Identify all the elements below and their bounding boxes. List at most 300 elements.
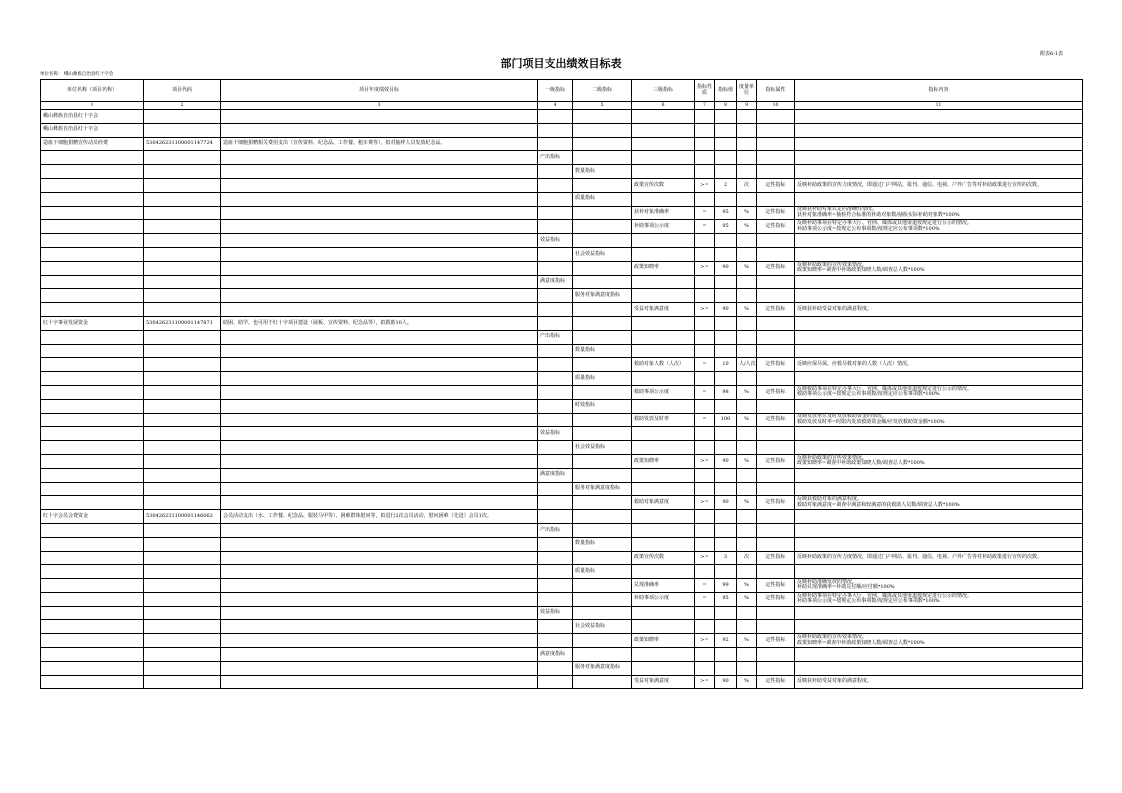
table-cell bbox=[632, 399, 695, 413]
table-row bbox=[41, 316, 1083, 330]
table-cell: 95 bbox=[715, 220, 737, 234]
table-cell: % bbox=[737, 413, 757, 427]
table-cell bbox=[41, 330, 144, 344]
table-cell bbox=[795, 482, 1083, 496]
table-cell: % bbox=[737, 496, 757, 510]
table-cell bbox=[573, 303, 632, 317]
table-cell: 反映应保尽保，应救尽救对象的人数（人次）情况。 bbox=[795, 358, 1083, 372]
table-cell bbox=[632, 372, 695, 386]
table-cell bbox=[221, 151, 538, 165]
table-cell: 满意度指标 bbox=[538, 648, 573, 662]
table-cell bbox=[632, 661, 695, 675]
table-cell bbox=[144, 427, 221, 441]
table-cell bbox=[144, 537, 221, 551]
table-cell bbox=[221, 110, 538, 124]
table-cell bbox=[221, 165, 538, 179]
table-cell bbox=[795, 510, 1083, 524]
table-cell bbox=[737, 372, 757, 386]
table-cell bbox=[41, 523, 144, 537]
table-cell bbox=[221, 192, 538, 206]
table-cell: 90 bbox=[715, 675, 737, 689]
table-cell: 530426231100001146062 bbox=[144, 510, 221, 524]
table-cell bbox=[538, 551, 573, 565]
column-number: 6 bbox=[632, 102, 695, 110]
table-row bbox=[41, 137, 1083, 151]
table-cell bbox=[757, 606, 795, 620]
column-number: 3 bbox=[221, 102, 538, 110]
table-cell bbox=[538, 178, 573, 192]
table-row bbox=[41, 165, 1083, 179]
table-cell bbox=[221, 634, 538, 648]
table-cell bbox=[41, 247, 144, 261]
table-cell bbox=[632, 468, 695, 482]
table-row bbox=[41, 523, 1083, 537]
table-row bbox=[41, 261, 1083, 275]
table-cell bbox=[221, 496, 538, 510]
table-cell: 98 bbox=[715, 385, 737, 399]
table-cell bbox=[144, 178, 221, 192]
table-cell bbox=[144, 165, 221, 179]
table-cell: 社会效益指标 bbox=[573, 620, 632, 634]
table-cell: = bbox=[695, 385, 715, 399]
table-cell bbox=[737, 523, 757, 537]
table-cell: 反映补助事项在特定办事大厅、官网、媒体或其他渠道按规定进行公示的情况。 补助事项公示度=按规定公布事项数/按规定应公布事项数*100% bbox=[795, 220, 1083, 234]
table-cell bbox=[737, 165, 757, 179]
table-cell bbox=[695, 468, 715, 482]
table-cell: 反映获补助受益对象的满意程度。 bbox=[795, 675, 1083, 689]
table-cell bbox=[715, 441, 737, 455]
table-cell bbox=[144, 192, 221, 206]
table-cell: 满意度指标 bbox=[538, 275, 573, 289]
table-cell bbox=[144, 385, 221, 399]
column-number: 7 bbox=[695, 102, 715, 110]
table-cell: = bbox=[695, 220, 715, 234]
table-cell: 3 bbox=[715, 551, 737, 565]
table-cell bbox=[221, 606, 538, 620]
table-cell: 产出指标 bbox=[538, 151, 573, 165]
table-cell bbox=[538, 206, 573, 220]
table-cell bbox=[573, 234, 632, 248]
table-cell bbox=[144, 289, 221, 303]
table-cell bbox=[41, 261, 144, 275]
table-row bbox=[41, 413, 1083, 427]
table-row bbox=[41, 441, 1083, 455]
table-cell bbox=[221, 661, 538, 675]
table-cell bbox=[41, 537, 144, 551]
table-row bbox=[41, 358, 1083, 372]
table-cell bbox=[795, 165, 1083, 179]
table-cell: 反映补助政策的宣传效果情况。 政策知晓率=调查中补助政策知晓人数/调查总人数*100% bbox=[795, 634, 1083, 648]
table-cell: >= bbox=[695, 634, 715, 648]
table-cell: 定性指标 bbox=[757, 675, 795, 689]
table-cell bbox=[538, 192, 573, 206]
table-row bbox=[41, 620, 1083, 634]
table-cell: 定性指标 bbox=[757, 413, 795, 427]
column-header: 二级指标 bbox=[573, 80, 632, 102]
table-cell: 数量指标 bbox=[573, 344, 632, 358]
table-cell bbox=[757, 523, 795, 537]
table-cell bbox=[737, 620, 757, 634]
table-cell bbox=[538, 399, 573, 413]
table-cell bbox=[757, 510, 795, 524]
table-row bbox=[41, 192, 1083, 206]
table-cell: 反映补助政策的宣传效果情况。 政策知晓率=调查中补助政策知晓人数/调查总人数*100% bbox=[795, 261, 1083, 275]
table-cell bbox=[144, 220, 221, 234]
table-cell bbox=[221, 123, 538, 137]
table-cell: 反映救助事项在特定办事大厅、官网、媒体或其他渠道按规定进行公示的情况。 救助事项公示度=按规定公布事项数/按规定应公布事项数*100% bbox=[795, 385, 1083, 399]
table-cell bbox=[144, 661, 221, 675]
table-cell: 反映补助政策的宣传效果情况。 政策知晓率=调查中补助政策知晓人数/调查总人数*100% bbox=[795, 454, 1083, 468]
table-cell bbox=[144, 330, 221, 344]
table-row bbox=[41, 178, 1083, 192]
table-cell: >= bbox=[695, 496, 715, 510]
table-cell: 峨山彝族自治县红十字会 bbox=[41, 110, 144, 124]
table-cell bbox=[144, 399, 221, 413]
table-cell: = bbox=[695, 358, 715, 372]
table-cell bbox=[737, 110, 757, 124]
table-cell bbox=[632, 247, 695, 261]
table-cell bbox=[795, 565, 1083, 579]
table-cell bbox=[737, 606, 757, 620]
table-cell bbox=[221, 178, 538, 192]
table-cell bbox=[221, 303, 538, 317]
table-cell bbox=[715, 427, 737, 441]
table-row bbox=[41, 468, 1083, 482]
table-cell bbox=[144, 675, 221, 689]
table-cell: 效益指标 bbox=[538, 606, 573, 620]
table-cell bbox=[737, 661, 757, 675]
table-cell: 救助事项公示度 bbox=[632, 385, 695, 399]
table-cell bbox=[695, 661, 715, 675]
table-row bbox=[41, 234, 1083, 248]
table-cell bbox=[144, 344, 221, 358]
table-cell bbox=[795, 137, 1083, 151]
table-cell: 政策知晓率 bbox=[632, 454, 695, 468]
table-cell bbox=[632, 648, 695, 662]
table-cell bbox=[144, 523, 221, 537]
table-row bbox=[41, 675, 1083, 689]
table-cell: 红十字事业发展资金 bbox=[41, 316, 144, 330]
table-cell bbox=[632, 110, 695, 124]
table-cell bbox=[573, 137, 632, 151]
table-cell bbox=[632, 482, 695, 496]
table-cell bbox=[757, 399, 795, 413]
table-cell bbox=[715, 289, 737, 303]
table-cell: 时效指标 bbox=[573, 399, 632, 413]
table-cell: 社会效益指标 bbox=[573, 247, 632, 261]
table-cell bbox=[144, 303, 221, 317]
table-cell bbox=[757, 165, 795, 179]
table-cell bbox=[632, 565, 695, 579]
table-cell bbox=[695, 510, 715, 524]
table-cell bbox=[715, 648, 737, 662]
table-cell: 效益指标 bbox=[538, 427, 573, 441]
table-header bbox=[41, 80, 1083, 110]
table-cell bbox=[538, 620, 573, 634]
table-cell bbox=[695, 523, 715, 537]
table-cell bbox=[538, 385, 573, 399]
table-cell: % bbox=[737, 454, 757, 468]
table-cell bbox=[538, 261, 573, 275]
table-cell: 质量指标 bbox=[573, 192, 632, 206]
table-cell bbox=[715, 123, 737, 137]
table-cell bbox=[573, 592, 632, 606]
table-cell bbox=[144, 468, 221, 482]
table-cell bbox=[41, 468, 144, 482]
table-cell bbox=[41, 427, 144, 441]
annex-label: 附表6-1表 bbox=[1040, 51, 1064, 57]
table-cell bbox=[538, 441, 573, 455]
table-cell: 95 bbox=[715, 592, 737, 606]
table-cell bbox=[695, 151, 715, 165]
table-cell bbox=[538, 454, 573, 468]
table-cell: 峨山彝族自治县红十字会 bbox=[41, 123, 144, 137]
table-cell bbox=[632, 510, 695, 524]
table-cell bbox=[221, 441, 538, 455]
table-cell: 定性指标 bbox=[757, 220, 795, 234]
table-cell: 定性指标 bbox=[757, 206, 795, 220]
table-cell: % bbox=[737, 385, 757, 399]
table-cell bbox=[737, 316, 757, 330]
table-row bbox=[41, 482, 1083, 496]
table-cell bbox=[538, 482, 573, 496]
column-number: 2 bbox=[144, 102, 221, 110]
table-cell bbox=[695, 316, 715, 330]
table-cell bbox=[757, 234, 795, 248]
column-header: 指标值 bbox=[715, 80, 737, 102]
table-cell bbox=[757, 289, 795, 303]
table-cell bbox=[221, 399, 538, 413]
table-cell bbox=[144, 496, 221, 510]
table-cell bbox=[144, 261, 221, 275]
table-cell: = bbox=[695, 579, 715, 593]
table-cell bbox=[695, 648, 715, 662]
table-row bbox=[41, 661, 1083, 675]
table-cell bbox=[695, 565, 715, 579]
table-cell bbox=[757, 151, 795, 165]
table-cell bbox=[715, 247, 737, 261]
table-cell: 定性指标 bbox=[757, 496, 795, 510]
table-cell: 反映补助政策的宣传力度情况，即通过门户网站、报刊、通信、电视、户外广告等对补助政策进行宣传的次数。 bbox=[795, 551, 1083, 565]
table-cell bbox=[573, 220, 632, 234]
table-cell: >= bbox=[695, 551, 715, 565]
table-cell: >= bbox=[695, 303, 715, 317]
table-cell bbox=[573, 330, 632, 344]
table-cell bbox=[41, 648, 144, 662]
table-cell bbox=[221, 358, 538, 372]
table-cell bbox=[144, 454, 221, 468]
table-cell bbox=[695, 441, 715, 455]
table-cell bbox=[795, 372, 1083, 386]
table-cell bbox=[538, 303, 573, 317]
table-cell: 反映补助事项在特定办事大厅、官网、媒体或其他渠道按规定进行公示的情况。 补助事项公示度=按规定公布事项数/按规定应公布事项数*100% bbox=[795, 592, 1083, 606]
table-cell bbox=[221, 372, 538, 386]
table-cell: % bbox=[737, 261, 757, 275]
table-cell bbox=[573, 275, 632, 289]
table-cell bbox=[144, 620, 221, 634]
table-row bbox=[41, 399, 1083, 413]
table-cell bbox=[632, 192, 695, 206]
table-cell: 10 bbox=[715, 358, 737, 372]
table-cell: 补助事项公示度 bbox=[632, 592, 695, 606]
table-cell bbox=[221, 247, 538, 261]
column-number: 9 bbox=[737, 102, 757, 110]
table-cell bbox=[795, 441, 1083, 455]
table-cell bbox=[737, 441, 757, 455]
table-cell: 定性指标 bbox=[757, 303, 795, 317]
table-cell bbox=[221, 413, 538, 427]
table-cell bbox=[632, 137, 695, 151]
table-cell bbox=[573, 316, 632, 330]
table-cell bbox=[573, 110, 632, 124]
table-cell bbox=[757, 344, 795, 358]
table-cell: 99 bbox=[715, 579, 737, 593]
table-cell bbox=[737, 330, 757, 344]
table-cell bbox=[144, 206, 221, 220]
table-cell bbox=[41, 661, 144, 675]
column-header: 项目代码 bbox=[144, 80, 221, 102]
column-header: 指标属性 bbox=[757, 80, 795, 102]
table-cell: 产出指标 bbox=[538, 330, 573, 344]
table-cell bbox=[221, 275, 538, 289]
table-cell bbox=[737, 234, 757, 248]
table-cell bbox=[221, 385, 538, 399]
table-cell bbox=[144, 565, 221, 579]
table-cell bbox=[795, 537, 1083, 551]
table-row bbox=[41, 454, 1083, 468]
table-cell bbox=[144, 413, 221, 427]
table-cell bbox=[795, 344, 1083, 358]
table-row bbox=[41, 303, 1083, 317]
table-cell bbox=[573, 496, 632, 510]
table-cell bbox=[538, 165, 573, 179]
table-cell: 90 bbox=[715, 303, 737, 317]
table-cell: 定性指标 bbox=[757, 579, 795, 593]
table-cell bbox=[221, 234, 538, 248]
table-row bbox=[41, 110, 1083, 124]
column-header: 指标内容 bbox=[795, 80, 1083, 102]
table-cell bbox=[795, 275, 1083, 289]
table-cell: 反映补助政策的宣传力度情况，即通过门户网站、报刊、通信、电视、户外广告等对补助政策进行宣传的次数。 bbox=[795, 178, 1083, 192]
table-cell: 获补对象准确率 bbox=[632, 206, 695, 220]
table-cell: 救助对象人数（人次） bbox=[632, 358, 695, 372]
table-cell: 质量指标 bbox=[573, 372, 632, 386]
table-cell bbox=[757, 427, 795, 441]
table-cell: = bbox=[695, 592, 715, 606]
table-cell bbox=[221, 427, 538, 441]
table-cell bbox=[41, 303, 144, 317]
table-cell bbox=[221, 523, 538, 537]
table-cell bbox=[695, 289, 715, 303]
table-cell bbox=[715, 606, 737, 620]
table-cell bbox=[41, 192, 144, 206]
table-cell bbox=[632, 441, 695, 455]
table-cell bbox=[538, 358, 573, 372]
table-cell bbox=[757, 648, 795, 662]
table-row bbox=[41, 537, 1083, 551]
table-cell bbox=[795, 330, 1083, 344]
table-row bbox=[41, 330, 1083, 344]
table-cell bbox=[221, 620, 538, 634]
table-cell bbox=[538, 496, 573, 510]
table-cell bbox=[795, 523, 1083, 537]
table-cell bbox=[795, 289, 1083, 303]
table-cell bbox=[538, 123, 573, 137]
table-cell bbox=[715, 523, 737, 537]
table-cell bbox=[715, 537, 737, 551]
table-cell bbox=[221, 565, 538, 579]
table-cell bbox=[737, 482, 757, 496]
column-number: 8 bbox=[715, 102, 737, 110]
table-cell bbox=[715, 510, 737, 524]
table-cell: 红十字会员会费资金 bbox=[41, 510, 144, 524]
table-cell bbox=[632, 330, 695, 344]
page-title: 部门项目支出绩效目标表 bbox=[500, 57, 622, 70]
table-cell bbox=[695, 247, 715, 261]
table-cell bbox=[715, 110, 737, 124]
table-cell bbox=[715, 620, 737, 634]
table-cell bbox=[632, 620, 695, 634]
table-cell: 造血干细胞捐赠宣传动员经费 bbox=[41, 137, 144, 151]
table-cell bbox=[757, 330, 795, 344]
table-cell bbox=[695, 330, 715, 344]
table-cell bbox=[757, 661, 795, 675]
table-cell: = bbox=[695, 206, 715, 220]
table-cell bbox=[41, 454, 144, 468]
table-cell bbox=[632, 123, 695, 137]
table-cell bbox=[737, 192, 757, 206]
table-cell bbox=[757, 537, 795, 551]
table-cell bbox=[757, 110, 795, 124]
table-cell: >= bbox=[695, 675, 715, 689]
table-cell: 530426231100001147871 bbox=[144, 316, 221, 330]
table-cell: 产出指标 bbox=[538, 523, 573, 537]
table-cell bbox=[695, 165, 715, 179]
table-cell bbox=[573, 427, 632, 441]
table-cell bbox=[757, 372, 795, 386]
table-cell bbox=[144, 358, 221, 372]
table-cell bbox=[538, 344, 573, 358]
table-cell bbox=[41, 496, 144, 510]
table-cell bbox=[757, 123, 795, 137]
table-cell bbox=[737, 468, 757, 482]
table-cell bbox=[715, 330, 737, 344]
table-cell bbox=[737, 123, 757, 137]
table-cell bbox=[573, 551, 632, 565]
table-cell bbox=[795, 427, 1083, 441]
table-cell: 数量指标 bbox=[573, 537, 632, 551]
table-cell bbox=[695, 110, 715, 124]
table-cell bbox=[144, 372, 221, 386]
table-cell bbox=[41, 178, 144, 192]
table-cell: 效益指标 bbox=[538, 234, 573, 248]
table-cell bbox=[573, 510, 632, 524]
unit-name-label: 单位名称： 峨山彝族自治县红十字会 bbox=[40, 72, 114, 77]
table-cell: 政策知晓率 bbox=[632, 261, 695, 275]
table-cell: 次 bbox=[737, 178, 757, 192]
table-cell bbox=[41, 220, 144, 234]
table-cell bbox=[221, 648, 538, 662]
table-cell bbox=[757, 468, 795, 482]
table-row bbox=[41, 565, 1083, 579]
table-cell bbox=[715, 151, 737, 165]
table-cell bbox=[795, 192, 1083, 206]
table-cell bbox=[715, 399, 737, 413]
table-cell: % bbox=[737, 220, 757, 234]
table-cell: % bbox=[737, 206, 757, 220]
table-row bbox=[41, 247, 1083, 261]
table-cell bbox=[715, 468, 737, 482]
